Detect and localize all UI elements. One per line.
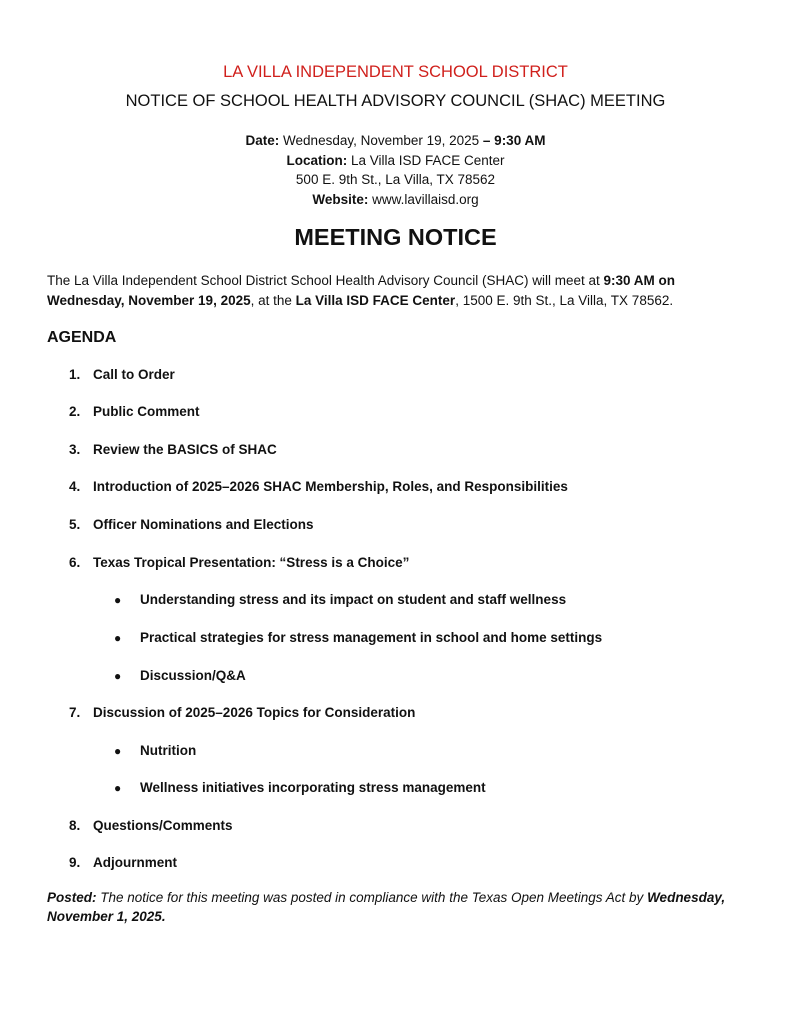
intro-paragraph: The La Villa Independent School District School Health Advisory Council (SHAC) will meet at 9:30 AM on Wednesday, November 19, 2025, at the La Villa ISD FACE Center, 1500 E. 9th St., La Villa, TX 78562. bbox=[47, 273, 676, 308]
agenda-item: 6. Texas Tropical Presentation: “Stress is a Choice” bbox=[69, 555, 410, 570]
bullet-icon: ● bbox=[114, 744, 122, 758]
agenda-item: 1. Call to Order bbox=[69, 367, 175, 382]
agenda-item: 5. Officer Nominations and Elections bbox=[69, 517, 314, 532]
agenda-subitem: ● Nutrition bbox=[114, 743, 197, 758]
date-line: Date: Wednesday, November 19, 2025 – 9:30 AM bbox=[245, 133, 546, 148]
agenda-item: 9. Adjournment bbox=[69, 855, 177, 870]
agenda-subitem: ● Discussion/Q&A bbox=[114, 668, 246, 683]
agenda-subitem: ● Wellness initiatives incorporating stress management bbox=[114, 780, 486, 795]
agenda-subitem: ● Practical strategies for stress management in school and home settings bbox=[114, 630, 603, 645]
meeting-notice-heading: MEETING NOTICE bbox=[294, 224, 497, 250]
location-line: Location: La Villa ISD FACE Center bbox=[286, 152, 505, 168]
bullet-icon: ● bbox=[114, 781, 122, 795]
address-line: 500 E. 9th St., La Villa, TX 78562 bbox=[295, 172, 496, 187]
meeting-info bbox=[0, 131, 791, 209]
district-name: LA VILLA INDEPENDENT SCHOOL DISTRICT bbox=[223, 63, 568, 81]
website-link[interactable]: www.lavillaisd.org bbox=[368, 191, 479, 207]
agenda-item: 7. Discussion of 2025–2026 Topics for Consideration bbox=[69, 705, 416, 720]
bullet-icon: ● bbox=[114, 631, 122, 645]
bullet-icon: ● bbox=[114, 669, 122, 683]
notice-title: NOTICE OF SCHOOL HEALTH ADVISORY COUNCIL (SHAC) MEETING bbox=[125, 92, 666, 110]
website-line: Website: www.lavillaisd.org bbox=[312, 191, 479, 207]
bullet-icon: ● bbox=[114, 593, 122, 607]
posted-notice: Posted: The notice for this meeting was posted in compliance with the Texas Open Meetings Act by Wednesday, November 1, 2025. bbox=[47, 890, 726, 924]
agenda-item: 4. Introduction of 2025–2026 SHAC Membership, Roles, and Responsibilities bbox=[69, 479, 568, 494]
agenda-item: 8. Questions/Comments bbox=[69, 818, 233, 833]
agenda-subitem: ● Understanding stress and its impact on student and staff wellness bbox=[114, 592, 567, 607]
agenda-heading: AGENDA bbox=[47, 329, 117, 346]
agenda-item: 2. Public Comment bbox=[69, 404, 200, 419]
agenda-item: 3. Review the BASICS of SHAC bbox=[69, 442, 277, 457]
